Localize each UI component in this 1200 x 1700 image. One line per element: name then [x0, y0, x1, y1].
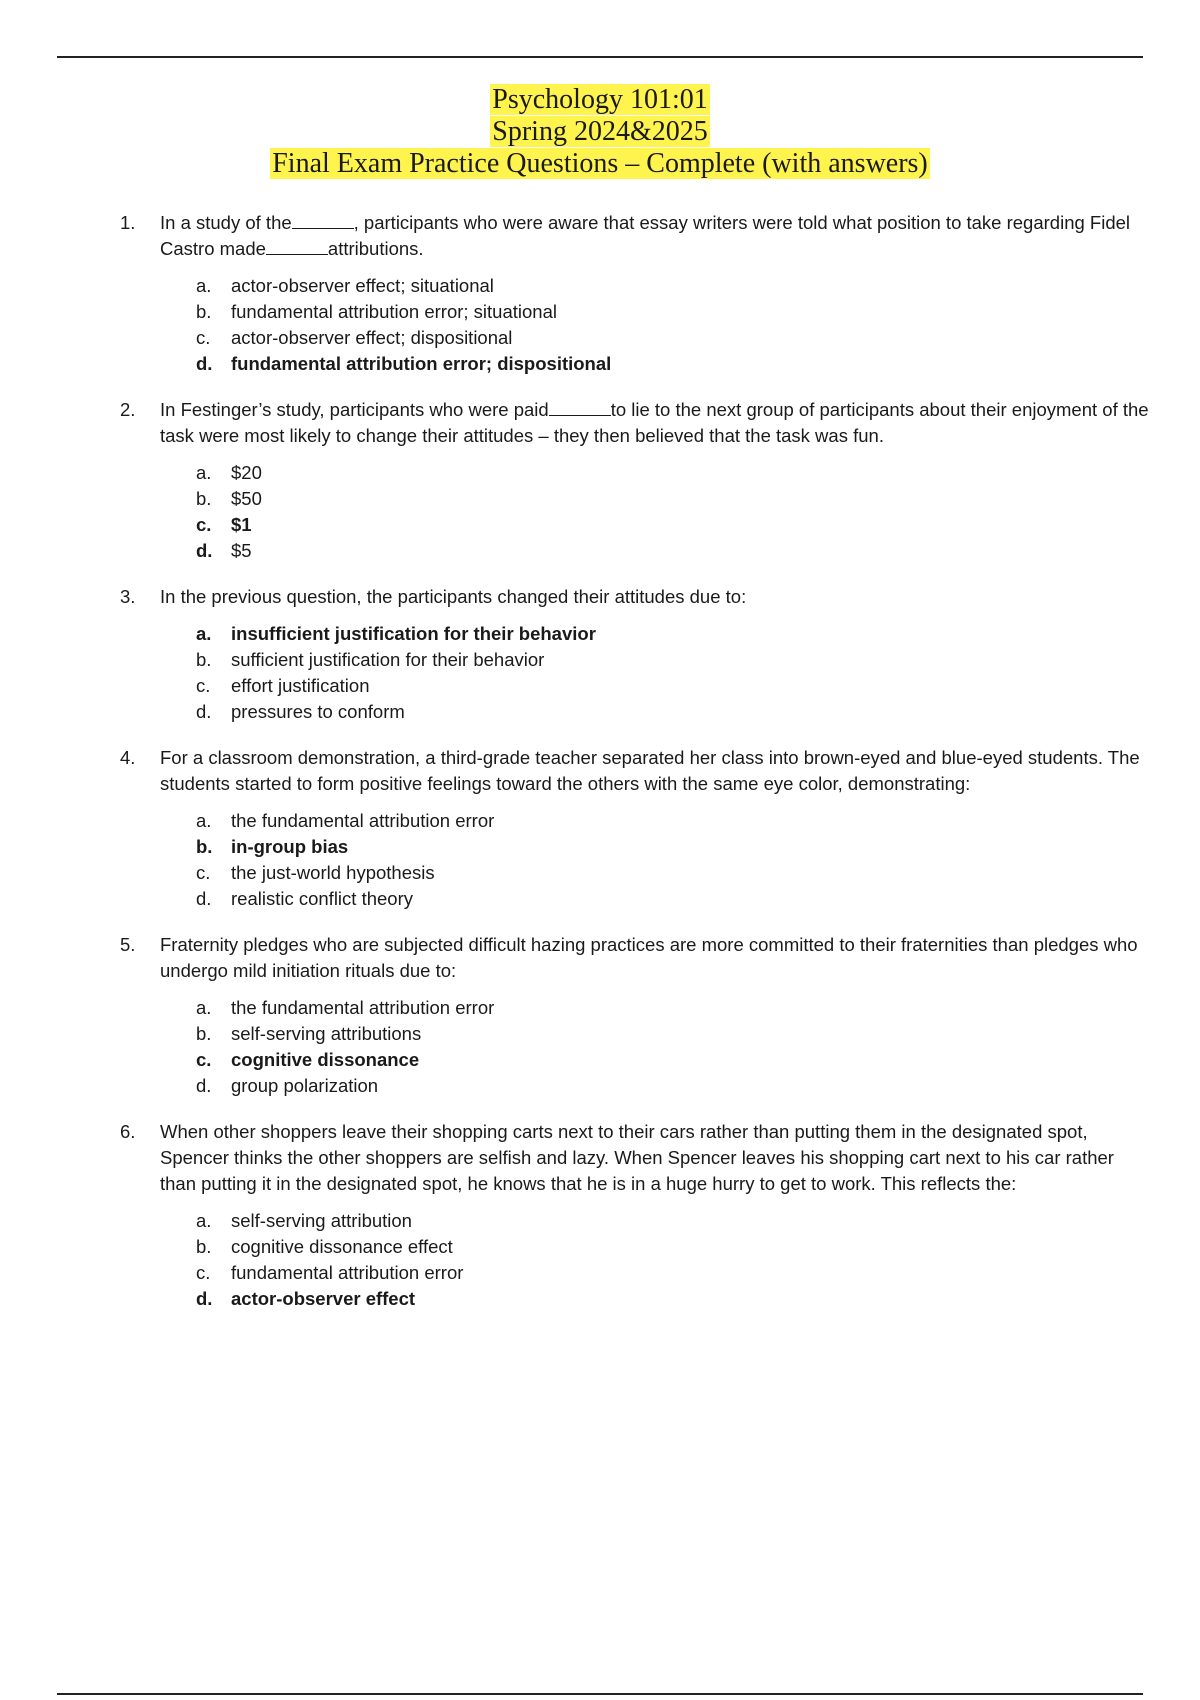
question-number: 2.	[120, 399, 136, 420]
option-a: a. the fundamental attribution error	[196, 810, 495, 831]
option-c: c. effort justification	[196, 675, 370, 696]
answer-options	[160, 995, 1150, 1099]
option-b: b. cognitive dissonance effect	[196, 1236, 453, 1257]
question-stem: Fraternity pledges who are subjected difficult hazing practices are more committed to their fraternities than pledges who undergo mild initiation rituals due to:	[160, 934, 1138, 981]
option-d-correct: d. actor-observer effect	[196, 1288, 416, 1309]
bottom-rule	[57, 1693, 1143, 1695]
answer-options	[160, 1208, 1150, 1312]
answer-options	[160, 273, 1150, 377]
question-4	[120, 745, 1150, 912]
answer-blank	[266, 236, 328, 255]
option-b: b. self-serving attributions	[196, 1023, 422, 1044]
question-number: 4.	[120, 747, 136, 768]
option-b-correct: b. in-group bias	[196, 836, 349, 857]
option-b: b. sufficient justification for their behavior	[196, 649, 545, 670]
option-a: a. $20	[196, 462, 262, 483]
option-a: a. actor-observer effect; situational	[196, 275, 494, 296]
option-c: c. fundamental attribution error	[196, 1262, 464, 1283]
option-d: d. $5	[196, 540, 252, 561]
question-stem: In the previous question, the participants changed their attitudes due to:	[160, 586, 747, 607]
option-c-correct: c. cognitive dissonance	[196, 1049, 420, 1070]
option-b: b. fundamental attribution error; situational	[196, 301, 557, 322]
question-stem: In a study of the , participants who were aware that essay writers were told what position to take regarding Fidel Castro made attributions.	[160, 212, 1131, 259]
top-rule	[57, 56, 1143, 58]
answer-blank	[549, 397, 611, 416]
question-2	[120, 397, 1150, 564]
question-6	[120, 1119, 1150, 1312]
option-c: c. actor-observer effect; dispositional	[196, 327, 513, 348]
question-1	[120, 210, 1150, 377]
option-d: d. realistic conflict theory	[196, 888, 413, 909]
question-number: 1.	[120, 212, 136, 233]
exam-title: Final Exam Practice Questions – Complete (with answers)	[272, 148, 928, 179]
option-d: d. group polarization	[196, 1075, 379, 1096]
answer-options	[160, 808, 1150, 912]
option-c: c. the just-world hypothesis	[196, 862, 435, 883]
document-title	[0, 84, 1200, 180]
option-a: a. the fundamental attribution error	[196, 997, 495, 1018]
option-a-correct: a. insufficient justification for their behavior	[196, 623, 596, 644]
question-5	[120, 932, 1150, 1099]
answer-blank	[292, 210, 354, 229]
option-b: b. $50	[196, 488, 262, 509]
question-number: 3.	[120, 586, 136, 607]
question-list	[120, 210, 1150, 1312]
question-stem: For a classroom demonstration, a third-grade teacher separated her class into brown-eyed and blue-eyed students. The students started to form positive feelings toward the others with the same eye color, demonstrating:	[160, 747, 1140, 794]
answer-options	[160, 621, 1150, 725]
option-c-correct: c. $1	[196, 514, 252, 535]
question-number: 6.	[120, 1121, 136, 1142]
question-stem: When other shoppers leave their shopping carts next to their cars rather than putting them in the designated spot, Spencer thinks the other shoppers are selfish and lazy. When Spencer leaves his shopping cart next to his car rather than putting it in the designated spot, he knows that he is in a huge hurry to get to work. This reflects the:	[160, 1121, 1114, 1194]
term-title: Spring 2024&2025	[492, 116, 708, 147]
option-d-correct: d. fundamental attribution error; dispositional	[196, 353, 612, 374]
question-3	[120, 584, 1150, 725]
answer-options	[160, 460, 1150, 564]
course-title: Psychology 101:01	[492, 84, 708, 115]
option-a: a. self-serving attribution	[196, 1210, 412, 1231]
question-stem: In Festinger’s study, participants who were paid to lie to the next group of participants about their enjoyment of the task were most likely to change their attitudes – they then believed that the task was fun.	[160, 399, 1149, 446]
question-number: 5.	[120, 934, 136, 955]
option-d: d. pressures to conform	[196, 701, 405, 722]
